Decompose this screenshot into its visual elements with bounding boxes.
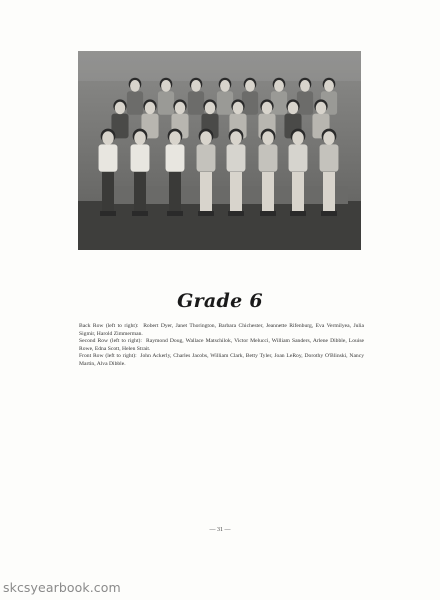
- student-figure-back-1: [158, 78, 174, 115]
- student-shoes-front-3: [198, 211, 214, 216]
- student-legs-front-3: [200, 172, 212, 212]
- student-figure-back-6: [297, 78, 313, 115]
- class-photo: [78, 51, 361, 250]
- student-shoes-front-4: [228, 211, 244, 216]
- student-shoes-front-6: [290, 211, 306, 216]
- student-legs-front-6: [292, 172, 304, 212]
- student-shoes-front-1: [132, 211, 148, 216]
- caption-back-row: [79, 323, 364, 338]
- page-title: Grade 6: [177, 290, 263, 312]
- page-number: — 31 —: [209, 527, 231, 533]
- photo-floor: [78, 201, 361, 250]
- student-figure-front-6: [289, 129, 308, 172]
- student-figure-back-2: [188, 78, 204, 115]
- class-photo-image: [78, 51, 361, 250]
- student-shoes-front-2: [167, 211, 183, 216]
- caption-front-row-names: John Ackerly, Charles Jacobs, William Clark, Betty Tyler, Joan LeRoy, Dorothy O'Blinski, Nancy Martin, Alva Dibble.: [79, 353, 365, 367]
- student-figure-back-3: [217, 78, 233, 115]
- caption-back-row-label: Back Row (left to right):: [79, 323, 139, 329]
- student-figure-back-5: [271, 78, 287, 115]
- caption-second-row-names: Raymond Doug, Wallace Matschilok, Victor Melucci, William Sanders, Arlene Dibble, Louise Rowe, Edna Scott, Helen Strait.: [79, 338, 364, 352]
- wall-paneling: [78, 51, 361, 81]
- student-figure-front-1: [131, 129, 150, 172]
- student-legs-front-0: [102, 172, 114, 212]
- student-legs-front-1: [134, 172, 146, 212]
- student-figure-front-3: [197, 129, 216, 172]
- student-figure-front-7: [320, 129, 339, 172]
- caption-second-row-label: Second Row (left to right):: [79, 338, 142, 345]
- caption-block: [79, 323, 364, 369]
- student-legs-front-4: [230, 172, 242, 212]
- student-shoes-front-0: [100, 211, 116, 216]
- student-shoes-front-5: [260, 211, 276, 216]
- student-legs-front-7: [323, 172, 335, 212]
- student-legs-front-5: [262, 172, 274, 212]
- caption-front-row-label: Front Row (left to right):: [79, 353, 137, 360]
- student-figure-front-0: [99, 129, 118, 172]
- student-legs-front-2: [169, 172, 181, 212]
- caption-front-row: [79, 353, 364, 368]
- student-shoes-front-7: [321, 211, 337, 216]
- student-figure-front-4: [227, 129, 246, 172]
- student-figure-front-2: [166, 129, 185, 172]
- caption-back-row-names: Robert Dyer, Janet Thorington, Barbara Chichester, Jeannette Rifenburg, Eva Vermilyea, Julia Sigmir, Harold Zimmerman.: [79, 323, 365, 337]
- site-watermark[interactable]: skcsyearbook.com: [3, 580, 121, 595]
- student-figure-front-5: [259, 129, 278, 172]
- student-figure-back-4: [242, 78, 258, 115]
- student-figure-back-0: [127, 78, 143, 115]
- caption-second-row: [79, 338, 364, 353]
